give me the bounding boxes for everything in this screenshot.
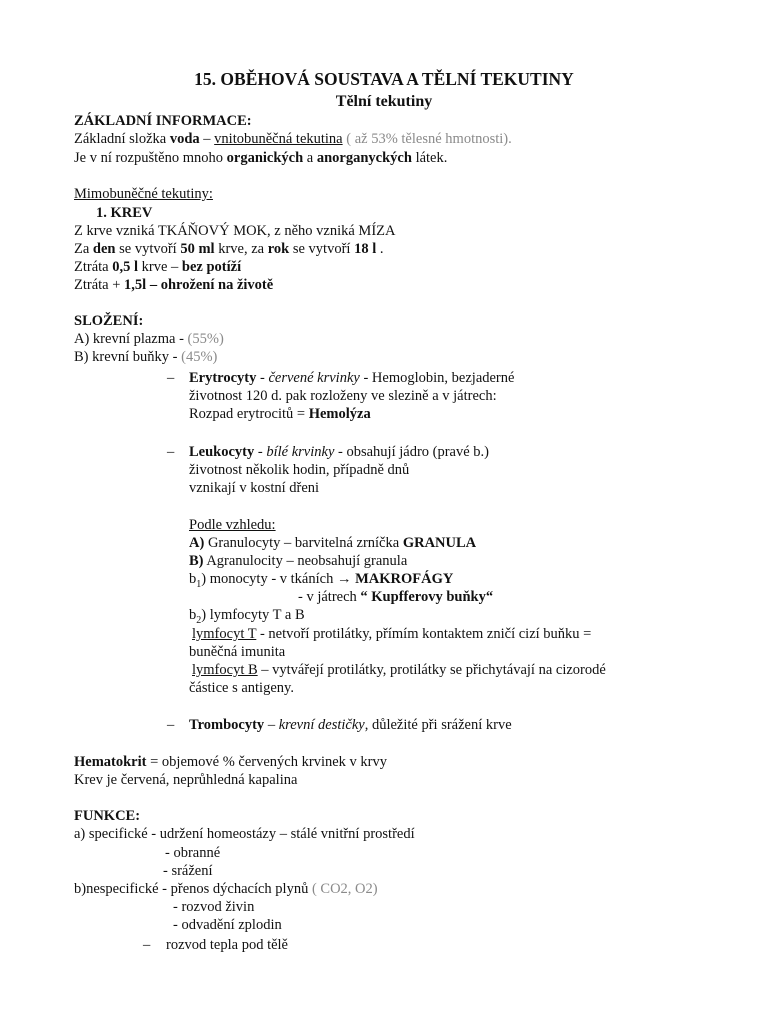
appearance-heading: Podle vzhledu: — [189, 517, 276, 533]
blood-description-line: Krev je červená, neprůhledná kapalina — [74, 772, 298, 788]
leukocytes-line-1: Leukocyty - bílé krvinky - obsahují jádro (pravé b.) — [189, 444, 490, 460]
lymphocyte-b-line-2: částice s antigeny. — [189, 680, 294, 696]
clotting-line: - srážení — [163, 863, 213, 879]
thrombocytes-line: Trombocyty – krevní destičky, důležité při srážení krve — [189, 717, 512, 733]
functions-heading: FUNKCE: — [74, 808, 141, 824]
monocytes-line: $b_1$) monocyty - v tkáních → MAKROFÁGY — [189, 571, 454, 590]
bullet-dash: – — [143, 937, 151, 953]
lymphocyte-t-line-2: buněčná imunita — [189, 644, 286, 660]
erythrocytes-line-2: životnost 120 d. pak rozloženy ve slezině a v játrech: — [189, 388, 497, 404]
krev-line-3: Ztráta 0,5 l krve – bez potíží — [74, 259, 242, 275]
krev-line-1: Z krve vzniká TKÁŇOVÝ MOK, z něho vzniká MÍZA — [74, 223, 396, 239]
bullet-dash: – — [167, 444, 175, 460]
nutrients-line: - rozvod živin — [173, 899, 255, 915]
lymphocyte-t-line-1: lymfocyt T - netvoří protilátky, přímím kontaktem zničí cizí buňku = — [192, 626, 592, 642]
krev-item: 1. KREV — [96, 205, 153, 221]
page-title: 15. OBĚHOVÁ SOUSTAVA A TĚLNÍ TEKUTINY — [194, 69, 574, 89]
lymphocyte-b-line-1: lymfocyt B – vytvářejí protilátky, protilátky se přichytávají na cizorodé — [192, 662, 606, 678]
krev-line-4: Ztráta + 1,5l – ohrožení na životě — [74, 277, 274, 293]
nonspecific-line: b)nespecifické - přenos dýchacích plynů ( CO2, O2) — [74, 881, 378, 897]
bullet-dash: – — [167, 717, 175, 733]
erythrocytes-line-3: Rozpad erytrocitů = Hemolýza — [189, 406, 371, 422]
cells-line: B) krevní buňky - (45%) — [74, 349, 218, 365]
heat-line: rozvod tepla pod tělě — [166, 937, 288, 953]
erythrocytes-line-1: Erytrocyty - červené krvinky - Hemoglobin, bezjaderné — [189, 370, 515, 386]
waste-line: - odvadění zplodin — [173, 917, 282, 933]
plasma-line: A) krevní plazma - (55%) — [74, 331, 224, 347]
agranulocytes-line: B) Agranulocity – neobsahují granula — [189, 553, 408, 569]
hematocrit-line: Hematokrit = objemové % červených krvinek v krvy — [74, 754, 387, 770]
leukocytes-line-3: vznikají v kostní dřeni — [189, 480, 320, 496]
granulocytes-line: A) Granulocyty – barvitelná zrníčka GRANULA — [189, 535, 477, 551]
specific-line: a) specifické - udržení homeostázy – stálé vnitřní prostředí — [74, 826, 415, 842]
protective-line: - obranné — [165, 845, 221, 861]
basic-line-1: Základní složka voda – vnitobuněčná tekutina ( až 53% tělesné hmotnosti). — [74, 131, 512, 147]
composition-heading: SLOŽENÍ: — [74, 313, 144, 329]
extra-heading: Mimobuněčné tekutiny: — [74, 186, 213, 202]
monocytes-liver-line: - v játrech “ Kupfferovy buňky“ — [298, 589, 494, 605]
bullet-dash: – — [167, 370, 175, 386]
basic-heading: ZÁKLADNÍ INFORMACE: — [74, 113, 252, 129]
leukocytes-line-2: životnost několik hodin, případně dnů — [189, 462, 410, 478]
basic-line-2: Je v ní rozpuštěno mnoho organických a anorganyckých látek. — [74, 150, 448, 166]
page-subtitle: Tělní tekutiny — [335, 93, 433, 110]
lymphocytes-line: $b_2$) lymfocyty T a B — [189, 607, 305, 626]
krev-line-2: Za den se vytvoří 50 ml krve, za rok se vytvoří 18 l . — [74, 241, 384, 257]
